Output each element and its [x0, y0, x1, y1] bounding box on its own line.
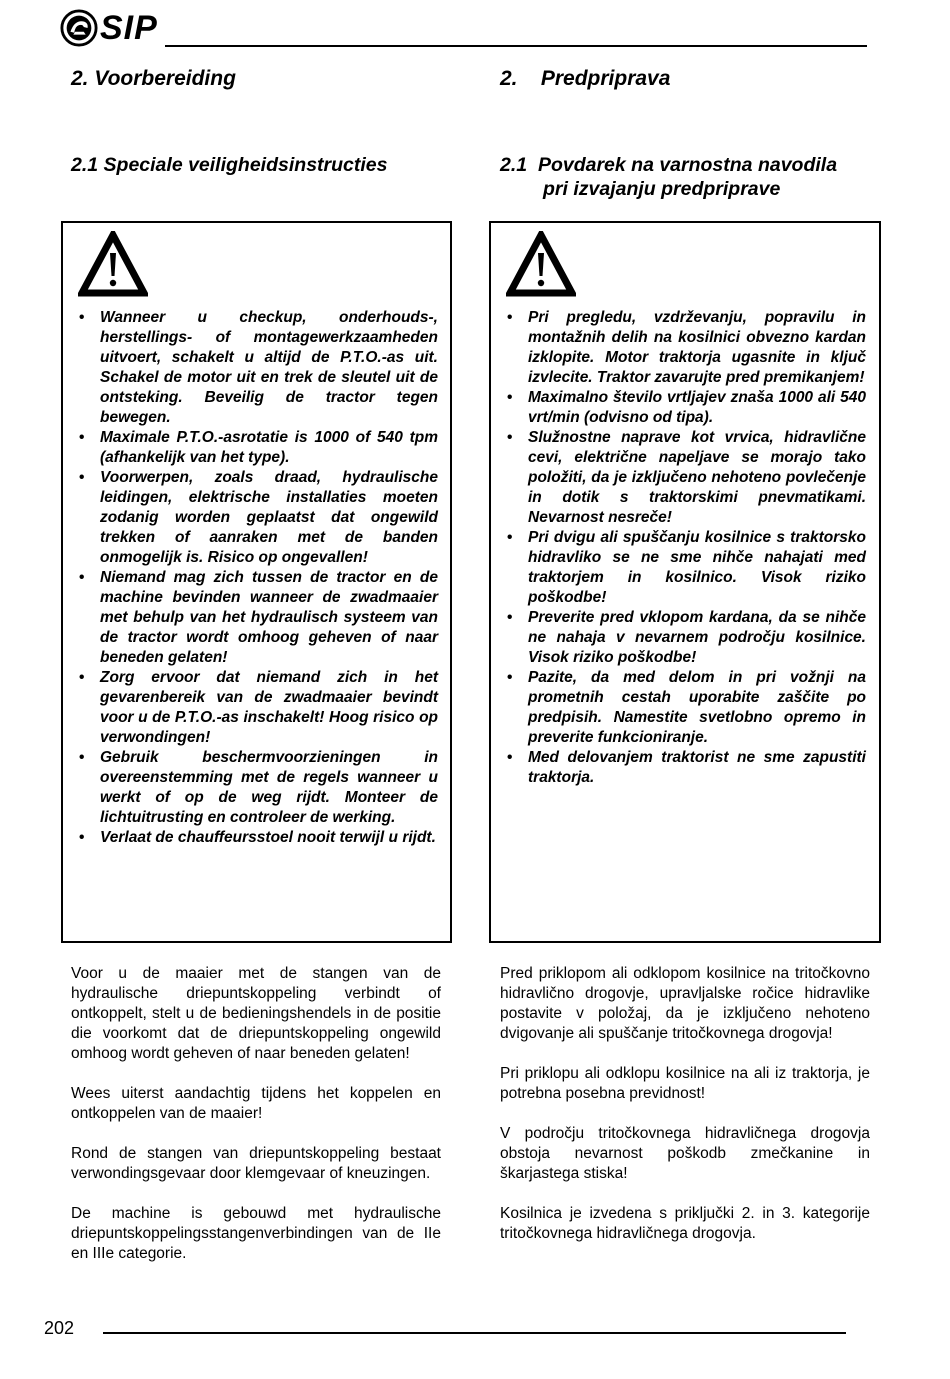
paragraph: Pred priklopom ali odklopom kosilnice na tritočkovno hidravlično drogovje, upravljalske ročice hidravlike postavite v položaj, da je izključeno nehoteno dvigovanje ali spuščanje tritočkovnega drogovja!: [500, 965, 870, 1042]
warning-box-left: [61, 221, 452, 943]
list-item: • Voorwerpen, zoals draad, hydraulische leidingen, elektrische installaties moeten zodanig worden geplaatst dat ongewild trekken of aanraken met de banden onmogelijk is. Risico op ongevallen!: [79, 469, 438, 566]
list-item: • Verlaat de chauffeursstoel nooit terwijl u rijdt.: [79, 829, 436, 846]
list-item: • Služnostne naprave kot vrvica, hidravlične cevi, električne napeljave se morajo tako položiti, da je izključeno nehoteno povlečenje in dotik s traktorskimi pnevmatikami. Nevarnost nesreče!: [507, 429, 866, 526]
section-title-left: 2. Voorbereiding: [71, 67, 236, 90]
header-rule: [165, 45, 867, 47]
paragraph: Wees uiterst aandachtig tijdens het koppelen en ontkoppelen van de maaier!: [71, 1085, 441, 1122]
sip-logo: [60, 8, 158, 48]
paragraph: Kosilnica je izvedena s priključki 2. in 3. kategorije tritočkovnega hidravličnega drogovja.: [500, 1205, 870, 1242]
paragraph: Pri priklopu ali odklopu kosilnice na ali iz traktorja, je potrebna posebna previdnost!: [500, 1065, 870, 1102]
logo-text: SIP: [100, 9, 158, 47]
warning-list-right: [506, 308, 866, 788]
list-item: • Gebruik beschermvoorzieningen in overeenstemming met de regels wanneer u werkt of op de weg rijdt. Monteer de lichtuitrusting en controleer de werking.: [79, 749, 438, 826]
list-item: • Med delovanjem traktorist ne sme zapustiti traktorja.: [507, 749, 866, 786]
warning-box-right: [489, 221, 881, 943]
paragraph: De machine is gebouwd met hydraulische driepuntskoppelingsstangenverbindingen van de IIe en IIIe categorie.: [71, 1205, 441, 1262]
list-item: • Niemand mag zich tussen de tractor en de machine bevinden wanneer de zwadmaaier met behulp van het hydraulisch systeem van de tractor wordt omhoog geheven of naar beneden gelaten!: [79, 569, 438, 666]
paragraph: V področju tritočkovnega hidravličnega drogovja obstoja nevarnost poškodb zmečkanine in škarjastega stiska!: [500, 1125, 870, 1182]
list-item: • Preverite pred vklopom kardana, da se nihče ne nahaja v nevarnem področju kosilnice. Visok riziko poškodbe!: [507, 609, 866, 666]
warning-triangle-icon: [78, 231, 148, 297]
page-number: 202: [44, 1318, 75, 1338]
body-text-left: [71, 964, 441, 1284]
warning-list-left: [78, 308, 438, 848]
list-item: • Pazite, da med delom in pri vožnji na prometnih cestah uporabite zaščite po predpisih. Namestite svetlobno opremo in preverite funkcioniranje.: [507, 669, 866, 746]
subsection-title-right-line2: pri izvajanju predpriprave: [543, 178, 781, 200]
warning-triangle-icon: [506, 231, 576, 297]
body-text-right: [500, 964, 870, 1264]
list-item: • Pri dvigu ali spuščanju kosilnice s traktorsko hidravliko se ne sme nihče nahajati med traktorjem in kosilnico. Visok riziko poškodbe!: [507, 529, 866, 606]
subsection-title-right-line1: 2.1 Povdarek na varnostna navodila: [500, 154, 838, 176]
footer-rule: [103, 1332, 846, 1334]
section-title-right: 2. Predpriprava: [500, 67, 671, 90]
list-item: • Maximale P.T.O.-asrotatie is 1000 of 540 tpm (afhankelijk van het type).: [79, 429, 438, 466]
list-item: • Wanneer u checkup, onderhouds-, herstellings- of montagewerkzaamheden uitvoert, schakelt u altijd de P.T.O.-as uit. Schakel de motor uit en trek de sleutel uit de ontsteking. Beveilig de tractor tegen bewegen.: [79, 309, 438, 426]
subsection-title-left: 2.1 Speciale veiligheidsinstructies: [71, 154, 388, 176]
list-item: • Zorg ervoor dat niemand zich in het gevarenbereik van de zwadmaaier bevindt voor u de P.T.O.-as inschakelt! Hoog risico op verwondingen!: [79, 669, 438, 746]
list-item: • Pri pregledu, vzdrževanju, popravilu in montažnih delih na kosilnici obvezno kardan izklopite. Motor traktorja ugasnite in ključ izvlecite. Traktor zavarujte pred premikanjem!: [507, 309, 866, 386]
sip-logo-emblem-icon: [60, 9, 98, 47]
paragraph: Voor u de maaier met de stangen van de hydraulische driepuntskoppeling verbindt of ontkoppelt, stelt u de bedieningshendels in de positie die voorkomt dat de driepuntskoppeling ongewild omhoog wordt geheven of naar beneden gelaten!: [71, 965, 441, 1062]
list-item: • Maximalno število vrtljajev znaša 1000 ali 540 vrt/min (odvisno od tipa).: [507, 389, 866, 426]
paragraph: Rond de stangen van driepuntskoppeling bestaat verwondingsgevaar door klemgevaar of kneuzingen.: [71, 1145, 441, 1182]
